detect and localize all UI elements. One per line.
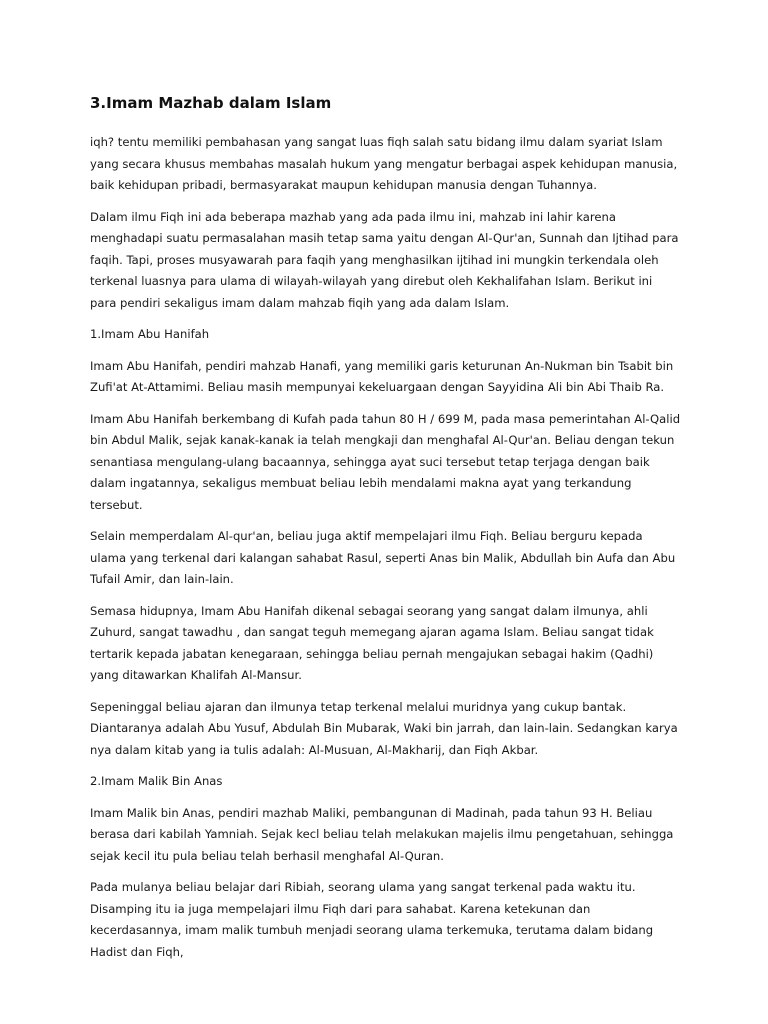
paragraph-malik-studies: Pada mulanya beliau belajar dari Ribiah, seorang ulama yang sangat terkenal pada waktu itu. Disamping itu ia juga mempelajari ilmu Fiqh dari para sahabat. Karena ketekunan dan kecerdasannya, imam malik tumbuh menjadi seorang ulama terkemuka, terutama dalam bidang Hadist dan Fiqh, [90, 880, 654, 959]
section-heading-abu-hanifah: 1.Imam Abu Hanifah [90, 327, 210, 341]
section-heading-malik-bin-anas: 2.Imam Malik Bin Anas [90, 774, 223, 788]
paragraph-abu-hanifah-kufah: Imam Abu Hanifah berkembang di Kufah pada tahun 80 H / 699 M, pada masa pemerintahan Al-Qalid bin Abdul Malik, sejak kanak-kanak ia telah mengkaji dan menghafal Al-Qur'an. Beliau dengan tekun senantiasa mengulang-ulang bacaannya, sehingga ayat suci tersebut tetap terjaga dengan baik dalam ingatannya, sekaligus membuat beliau lebih mendalami makna ayat yang terkandung tersebut. [90, 411, 681, 512]
paragraph-abu-hanifah-lineage: Imam Abu Hanifah, pendiri mahzab Hanafi, yang memiliki garis keturunan An-Nukman bin Tsabit bin Zufi'at At-Attamimi. Beliau masih mempunyai kekeluargaan dengan Sayyidina Ali bin Abi Thaib Ra. [90, 358, 674, 394]
document-title: 3.Imam Mazhab dalam Islam [90, 94, 332, 112]
paragraph-intro: iqh? tentu memiliki pembahasan yang sangat luas fiqh salah satu bidang ilmu dalam syariat Islam yang secara khusus membahas masalah hukum yang mengatur berbagai aspek kehidupan manusia, baik kehidupan pribadi, bermasyarakat maupun kehidupan manusia dengan Tuhannya. [90, 135, 678, 192]
paragraph-mazhab-overview: Dalam ilmu Fiqh ini ada beberapa mazhab yang ada pada ilmu ini, mahzab ini lahir karena menghadapi suatu permasalahan masih tetap sama yaitu dengan Al-Qur'an, Sunnah dan Ijtihad para faqih. Tapi, proses musyawarah para faqih yang menghasilkan ijtihad ini mungkin terkendala oleh terkenal luasnya para ulama di wilayah-wilayah yang direbut oleh Kekhalifahan Islam. Berikut ini para pendiri sekaligus imam dalam mahzab fiqih yang ada dalam Islam. [90, 209, 679, 310]
paragraph-abu-hanifah-legacy: Sepeninggal beliau ajaran dan ilmunya tetap terkenal melalui muridnya yang cukup bantak. Diantaranya adalah Abu Yusuf, Abdulah Bin Mubarak, Waki bin jarrah, dan lain-lain. Sedangkan karya nya dalam kitab yang ia tulis adalah: Al-Musuan, Al-Makharij, dan Fiqh Akbar. [90, 699, 678, 757]
paragraph-abu-hanifah-character: Semasa hidupnya, Imam Abu Hanifah dikenal sebagai seorang yang sangat dalam ilmunya, ahli Zuhurd, sangat tawadhu , dan sangat teguh memegang ajaran agama Islam. Beliau sangat tidak tertarik kepada jabatan kenegaraan, sehingga beliau pernah mengajukan sebagai hakim (Qadhi) yang ditawarkan Khalifah Al-Mansur. [90, 603, 654, 682]
paragraph-abu-hanifah-studies: Selain memperdalam Al-qur'an, beliau juga aktif mempelajari ilmu Fiqh. Beliau berguru kepada ulama yang terkenal dari kalangan sahabat Rasul, seperti Anas bin Malik, Abdullah bin Aufa dan Abu Tufail Amir, dan lain-lain. [90, 529, 676, 586]
paragraph-malik-origin: Imam Malik bin Anas, pendiri mazhab Maliki, pembangunan di Madinah, pada tahun 93 H. Beliau berasa dari kabilah Yamniah. Sejak kecl beliau telah melakukan majelis ilmu pengetahuan, sehingga sejak kecil itu pula beliau telah berhasil menghafal Al-Quran. [90, 805, 674, 863]
document-page [90, 92, 682, 973]
